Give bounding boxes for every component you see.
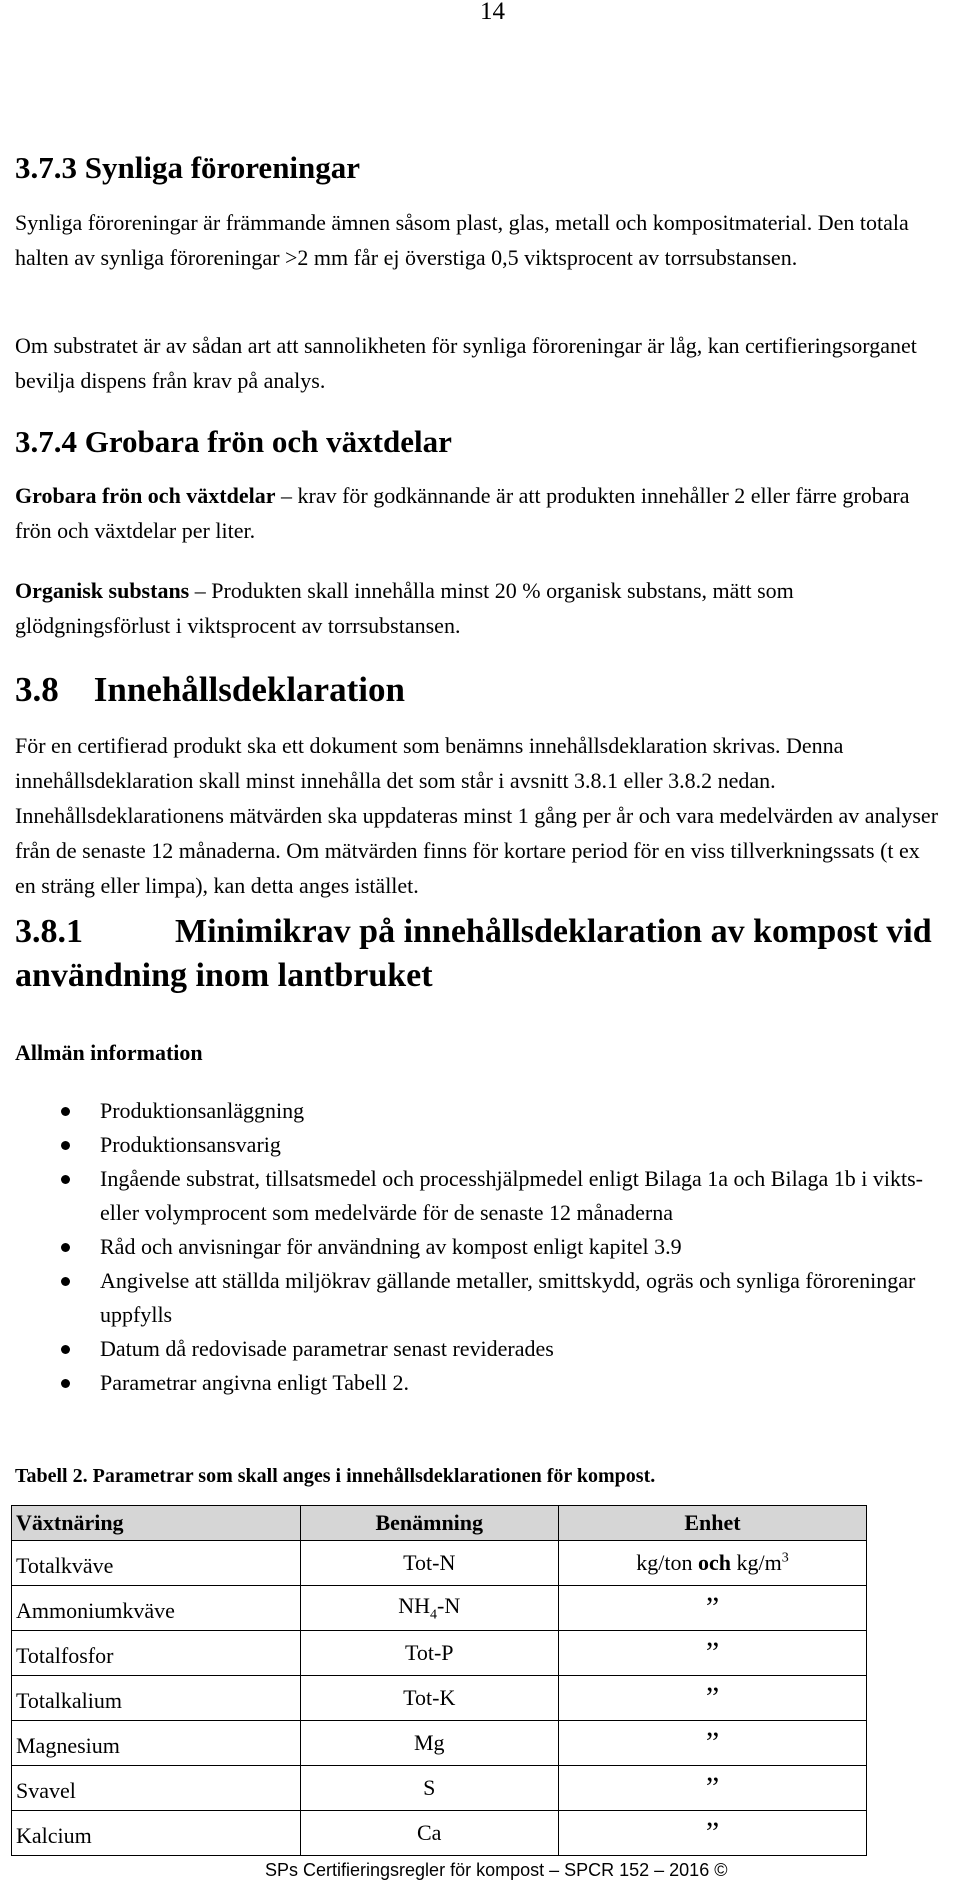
ditto-mark: ” (705, 1636, 720, 1669)
bullet-icon (61, 1107, 70, 1116)
paragraph-visible-contaminants: Synliga föroreningar är främmande ämnen såsom plast, glas, metall och kompositmaterial. Den totala halten av synliga föroreningar >2 mm får ej överstiga 0,5 viktsprocent av torrsubstansen. (15, 210, 909, 270)
header-unit: Enhet (558, 1506, 866, 1541)
heading-3-7-3: 3.7.3 Synliga föroreningar (15, 150, 361, 185)
ditto-mark: ” (705, 1816, 720, 1849)
nh4-cell: $NH_4-N$ (300, 1586, 558, 1631)
table-row: Svavel S ” (12, 1766, 867, 1811)
table-row: Totalfosfor Tot-P ” (12, 1631, 867, 1676)
seeds-term: Grobara frön och växtdelar (15, 483, 276, 508)
bullet-icon (61, 1141, 70, 1150)
ditto-mark: ” (705, 1771, 720, 1804)
header-designation: Benämning (300, 1506, 558, 1541)
page-number: 14 (480, 0, 505, 25)
header-nutrient: Växtnäring (12, 1506, 301, 1541)
paragraph-dispensation: Om substratet är av sådan art att sannolikheten för synliga föroreningar är låg, kan certifieringsorganet bevilja dispens från krav på analys. (15, 333, 917, 393)
bullet-icon (61, 1175, 70, 1184)
paragraph-seeds (15, 478, 945, 548)
list-item: Produktionsansvarig (15, 1128, 945, 1162)
list-item: Angivelse att ställda miljökrav gällande metaller, smittskydd, ogräs och synliga föroreningar uppfylls (15, 1264, 945, 1332)
seeds-text: – krav för godkännande är att produkten innehåller 2 eller färre grobara frön och växtdelar per liter. (15, 483, 910, 543)
list-item: Datum då redovisade parametrar senast reviderades (15, 1332, 945, 1366)
paragraph-declaration: För en certifierad produkt ska ett dokument som benämns innehållsdeklaration skrivas. Denna innehållsdeklaration skall minst innehålla det som står i avsnitt 3.8.1 eller 3.8.2 nedan. Innehållsdeklarationens mätvärden ska uppdateras minst 1 gång per år och vara medelvärden av analyser från de senaste 12 månaderna. Om mätvärden finns för kortare period för en viss tillverkningssats (t ex en sträng eller limpa), kan detta anges istället. (15, 733, 939, 898)
table-header-row (12, 1506, 867, 1541)
list-item: Råd och anvisningar för användning av kompost enligt kapitel 3.9 (15, 1230, 945, 1264)
organic-text: – Produkten skall innehålla minst 20 % organisk substans, mätt som glödgningsförlust i viktsprocent av torrsubstansen. (15, 578, 794, 638)
heading-3-8-1-line2: användning inom lantbruket (15, 957, 433, 994)
table-row: Totalkväve Tot-N kg/ton och $kg/m^3$ (12, 1541, 867, 1586)
list-item: Parametrar angivna enligt Tabell 2. (15, 1366, 945, 1400)
paragraph-organic-matter (15, 573, 945, 643)
organic-term: Organisk substans (15, 578, 190, 603)
bullet-icon (61, 1243, 70, 1252)
heading-3-8-1-number: 3.8.1 (15, 913, 83, 950)
table-row: Totalkalium Tot-K ” (12, 1676, 867, 1721)
general-info-heading: Allmän information (15, 1040, 203, 1065)
bullet-icon (61, 1345, 70, 1354)
heading-3-8-1-line1: Minimikrav på innehållsdeklaration av kompost vid (175, 913, 932, 950)
heading-3-7-4: 3.7.4 Grobara frön och växtdelar (15, 424, 452, 459)
ditto-mark: ” (705, 1726, 720, 1759)
general-info-list (15, 1094, 945, 1400)
parameters-table (11, 1505, 867, 1856)
table-row: Magnesium Mg ” (12, 1721, 867, 1766)
table-row: Ammoniumkväve $NH_4-N$ ” (12, 1586, 867, 1631)
list-item: Ingående substrat, tillsatsmedel och processhjälpmedel enligt Bilaga 1a och Bilaga 1b i vikts- eller volymprocent som medelvärde för de senaste 12 månaderna (15, 1162, 945, 1230)
unit-cell: kg/ton och $kg/m^3$ (558, 1541, 866, 1586)
bullet-icon (61, 1277, 70, 1286)
ditto-mark: ” (705, 1591, 720, 1624)
bullet-icon (61, 1379, 70, 1388)
heading-3-8-1 (15, 910, 932, 998)
list-item: Produktionsanläggning (15, 1094, 945, 1128)
table-row: Kalcium Ca ” (12, 1811, 867, 1856)
page-footer: SPs Certifieringsregler för kompost – SPCR 152 – 2016 © (265, 1860, 728, 1880)
table-caption: Tabell 2. Parametrar som skall anges i innehållsdeklarationen för kompost. (15, 1465, 656, 1487)
heading-3-8: 3.8 Innehållsdeklaration (15, 670, 405, 709)
ditto-mark: ” (705, 1681, 720, 1714)
